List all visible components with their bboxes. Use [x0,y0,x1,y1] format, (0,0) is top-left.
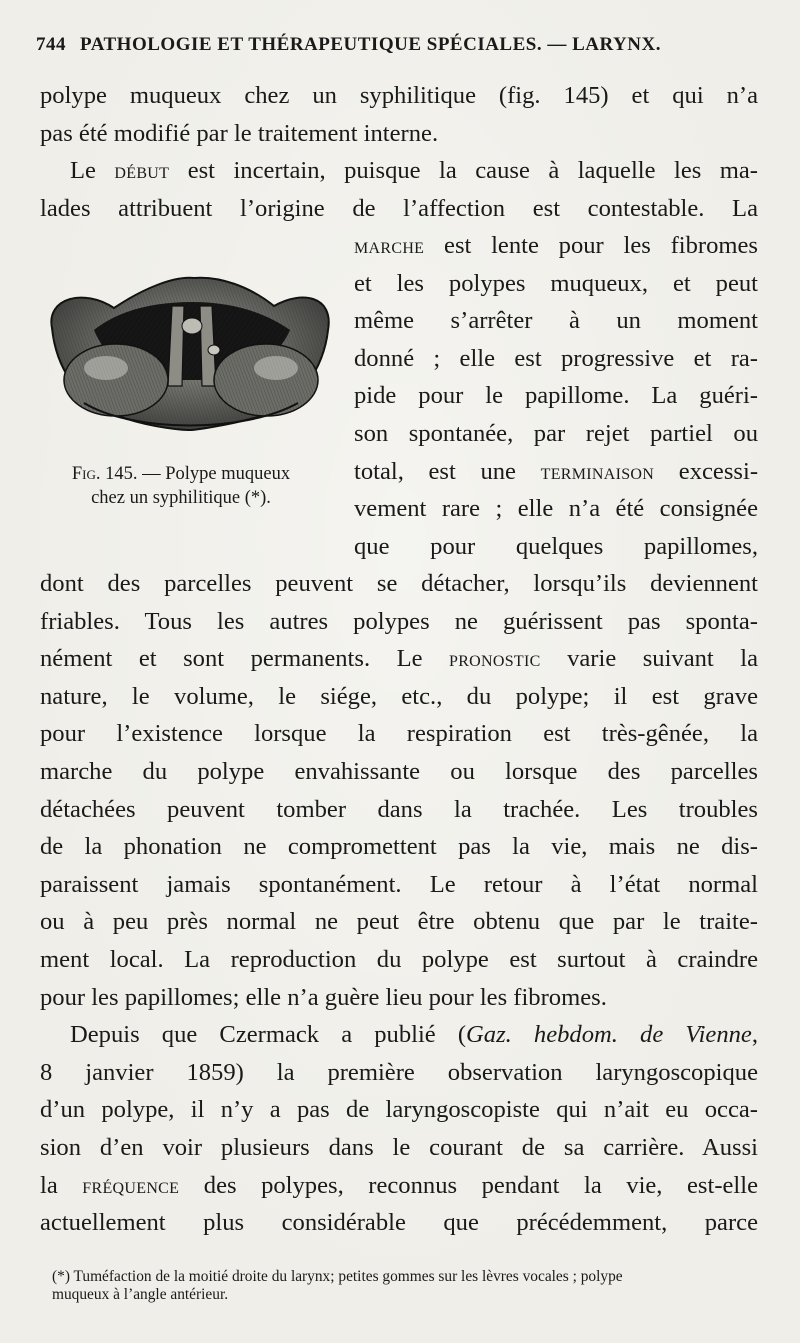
text-line: que pour quelques papillomes, [354,532,758,560]
text-line: donné ; elle est progressive et ra- [354,344,758,372]
text-line: vement rare ; elle n’a été consignée [354,495,758,523]
text-line: son spontanée, par rejet partiel ou [354,419,758,447]
text-line: polype muqueux chez un syphilitique (fig. 145) et qui n’a [40,82,758,109]
footnote-line: muqueux à l’angle antérieur. [52,1286,229,1303]
text-line: ment local. La reproduction du polype est surtout à craindre [40,945,758,973]
text-line: même s’arrêter à un moment [354,307,758,335]
text-line: dont des parcelles peuvent se détacher, lorsqu’ils deviennent [40,570,758,597]
caption-line: Fig. 145. — Polype muqueux [71,464,291,484]
text-line: lades attribuent l’origine de l’affection est contestable. La [40,194,758,222]
text-line: pas été modifié par le traitement interne. [40,119,439,147]
text-line: friables. Tous les autres polypes ne guérissent pas sponta- [40,607,758,635]
text-line: paraissent jamais spontanément. Le retour à l’état normal [40,870,758,898]
text-line: pour les papillomes; elle n’a guère lieu pour les fibromes. [40,983,607,1011]
text-line: de la phonation ne compromettent pas la vie, mais ne dis- [40,833,758,861]
text-line: Depuis que Czermack a publié (Gaz. hebdom. de Vienne, [70,1021,758,1049]
page-number: 744 [36,34,66,55]
footnote [52,1268,772,1304]
text-line: ou à peu près normal ne peut être obtenu que par le traite- [40,908,758,936]
text-line: marche du polype envahissante ou lorsque des parcelles [40,757,758,785]
text-line: actuellement plus considérable que précédemment, parce [40,1209,758,1237]
text-line: nément et sont permanents. Le pronostic varie suivant la [40,645,758,673]
caption-line: chez un syphilitique (*). [91,488,271,508]
running-header [36,34,756,56]
text-line: pour l’existence lorsque la respiration est très-gênée, la [40,720,758,748]
text-line: total, est une terminaison excessi- [354,457,758,485]
body-text-bottom [40,565,758,1242]
larynx-illustration [44,268,336,448]
figure-caption [16,462,346,510]
body-text-top [40,77,758,227]
footnote-line: (*) Tuméfaction de la moitié droite du larynx; petites gommes sur les lèvres vocales ; polype [52,1268,623,1285]
text-line: la fréquence des polypes, reconnus pendant la vie, est-elle [40,1171,758,1199]
text-line: détachées peuvent tomber dans la trachée. Les troubles [40,795,758,823]
larynx-engraving-icon [44,268,336,448]
text-line: nature, le volume, le siége, etc., du polype; il est grave [40,682,758,710]
text-line: sion d’en voir plusieurs dans le courant de sa carrière. Aussi [40,1133,758,1161]
text-line: d’un polype, il n’y a pas de laryngoscopiste qui n’ait eu occa- [40,1096,758,1124]
text-line: 8 janvier 1859) la première observation laryngoscopique [40,1058,758,1086]
text-line: marche est lente pour les fibromes [354,232,758,259]
text-line: Le début est incertain, puisque la cause à laquelle les ma- [70,157,758,185]
running-title: PATHOLOGIE ET THÉRAPEUTIQUE SPÉCIALES. — LARYNX. [80,34,661,55]
figure-label: Fig. 145. [71,464,138,484]
text-line: et les polypes muqueux, et peut [354,269,758,297]
text-line: pide pour le papillome. La guéri- [354,382,758,410]
